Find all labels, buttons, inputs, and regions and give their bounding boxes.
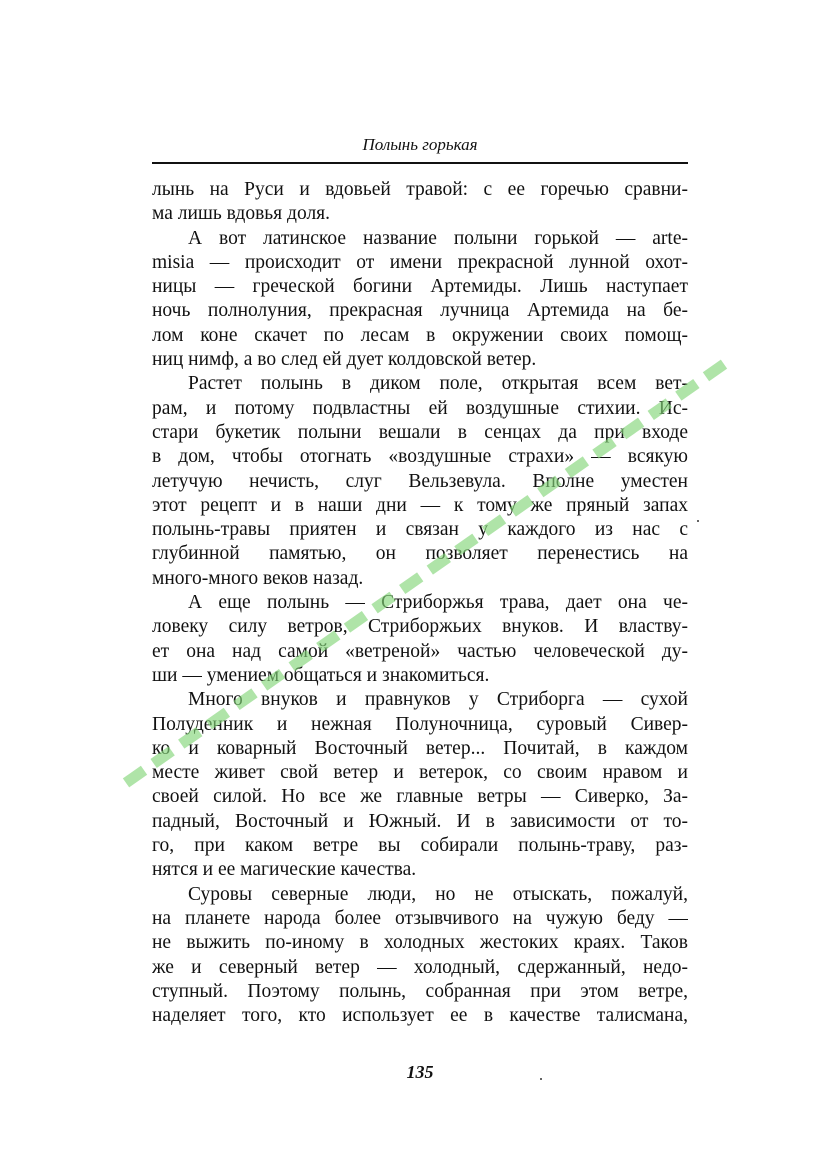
text-line: этот рецепт и в наши дни — к тому же пряный запах	[152, 494, 688, 516]
text-line: Много внуков и правнуков у Стриборга — сухой	[188, 689, 688, 711]
scan-speck	[540, 1078, 542, 1080]
page-number: 135	[406, 1062, 434, 1082]
running-header: Полынь горькая	[152, 134, 688, 164]
text-line: рам, и потому подвластны ей воздушные стихии. Ис-	[152, 397, 688, 419]
text-line: ма лишь вдовья доля.	[152, 203, 331, 225]
text-line: наделяет того, кто использует ее в качестве талисмана,	[152, 1005, 688, 1027]
text-line: глубинной памятью, он позволяет перенестись на	[152, 543, 688, 565]
text-line: ко и коварный Восточный ветер... Почитай, в каждом	[152, 737, 688, 759]
text-line: на планете народа более отзывчивого на чужую беду —	[152, 907, 688, 929]
text-line: стари букетик полыни вешали в сенцах да при входе	[152, 421, 688, 443]
text-line: летучую нечисть, слуг Вельзевула. Вполне уместен	[152, 470, 688, 492]
scan-speck	[697, 520, 699, 522]
text-line: Растет полынь в диком поле, открытая всем вет-	[188, 373, 688, 395]
text-line: ловеку силу ветров, Стриборжьих внуков. И властву-	[152, 616, 688, 638]
text-line: А вот латинское название полыни горькой — arte-	[188, 227, 688, 249]
text-line: много-много веков назад.	[152, 567, 364, 589]
text-line: ночь полнолуния, прекрасная лучница Артемида на бе-	[152, 300, 688, 322]
text-line: А еще полынь — Стриборжья трава, дает она че-	[188, 592, 688, 614]
text-line: Полуденник и нежная Полуночница, суровый Сивер-	[152, 713, 688, 735]
text-line: в дом, чтобы отогнать «воздушные страхи» — всякую	[152, 446, 688, 468]
text-line: ступный. Поэтому полынь, собранная при этом ветре,	[152, 980, 688, 1002]
text-line: Суровы северные люди, но не отыскать, пожалуй,	[188, 883, 688, 905]
text-line: своей силой. Но все же главные ветры — Сиверко, За-	[152, 786, 688, 808]
text-line: нятся и ее магические качества.	[152, 859, 417, 881]
text-line: ет она над самой «ветреной» частью человеческой ду-	[152, 640, 688, 662]
text-line: misia — происходит от имени прекрасной лунной охот-	[152, 251, 688, 273]
text-line: месте живет свой ветер и ветерок, со своим нравом и	[152, 762, 688, 784]
text-line: падный, Восточный и Южный. И в зависимости от то-	[152, 810, 688, 832]
text-line: ши — умением общаться и знакомиться.	[152, 664, 490, 686]
text-line: лом коне скачет по лесам в окружении своих помощ-	[152, 324, 688, 346]
text-line: го, при каком ветре вы собирали полынь-траву, раз-	[152, 835, 688, 857]
text-line: ницы — греческой богини Артемиды. Лишь наступает	[152, 276, 688, 298]
body-text	[152, 178, 688, 1028]
text-line: полынь-травы приятен и связан у каждого из нас с	[152, 519, 688, 541]
text-line: лынь на Руси и вдовьей травой: с ее горечью сравни-	[152, 179, 688, 200]
text-line: ниц нимф, а во след ей дует колдовской ветер.	[152, 349, 537, 371]
text-line: не выжить по-иному в холодных жестоких краях. Таков	[152, 932, 688, 954]
text-line: же и северный ветер — холодный, сдержанный, недо-	[152, 956, 688, 978]
